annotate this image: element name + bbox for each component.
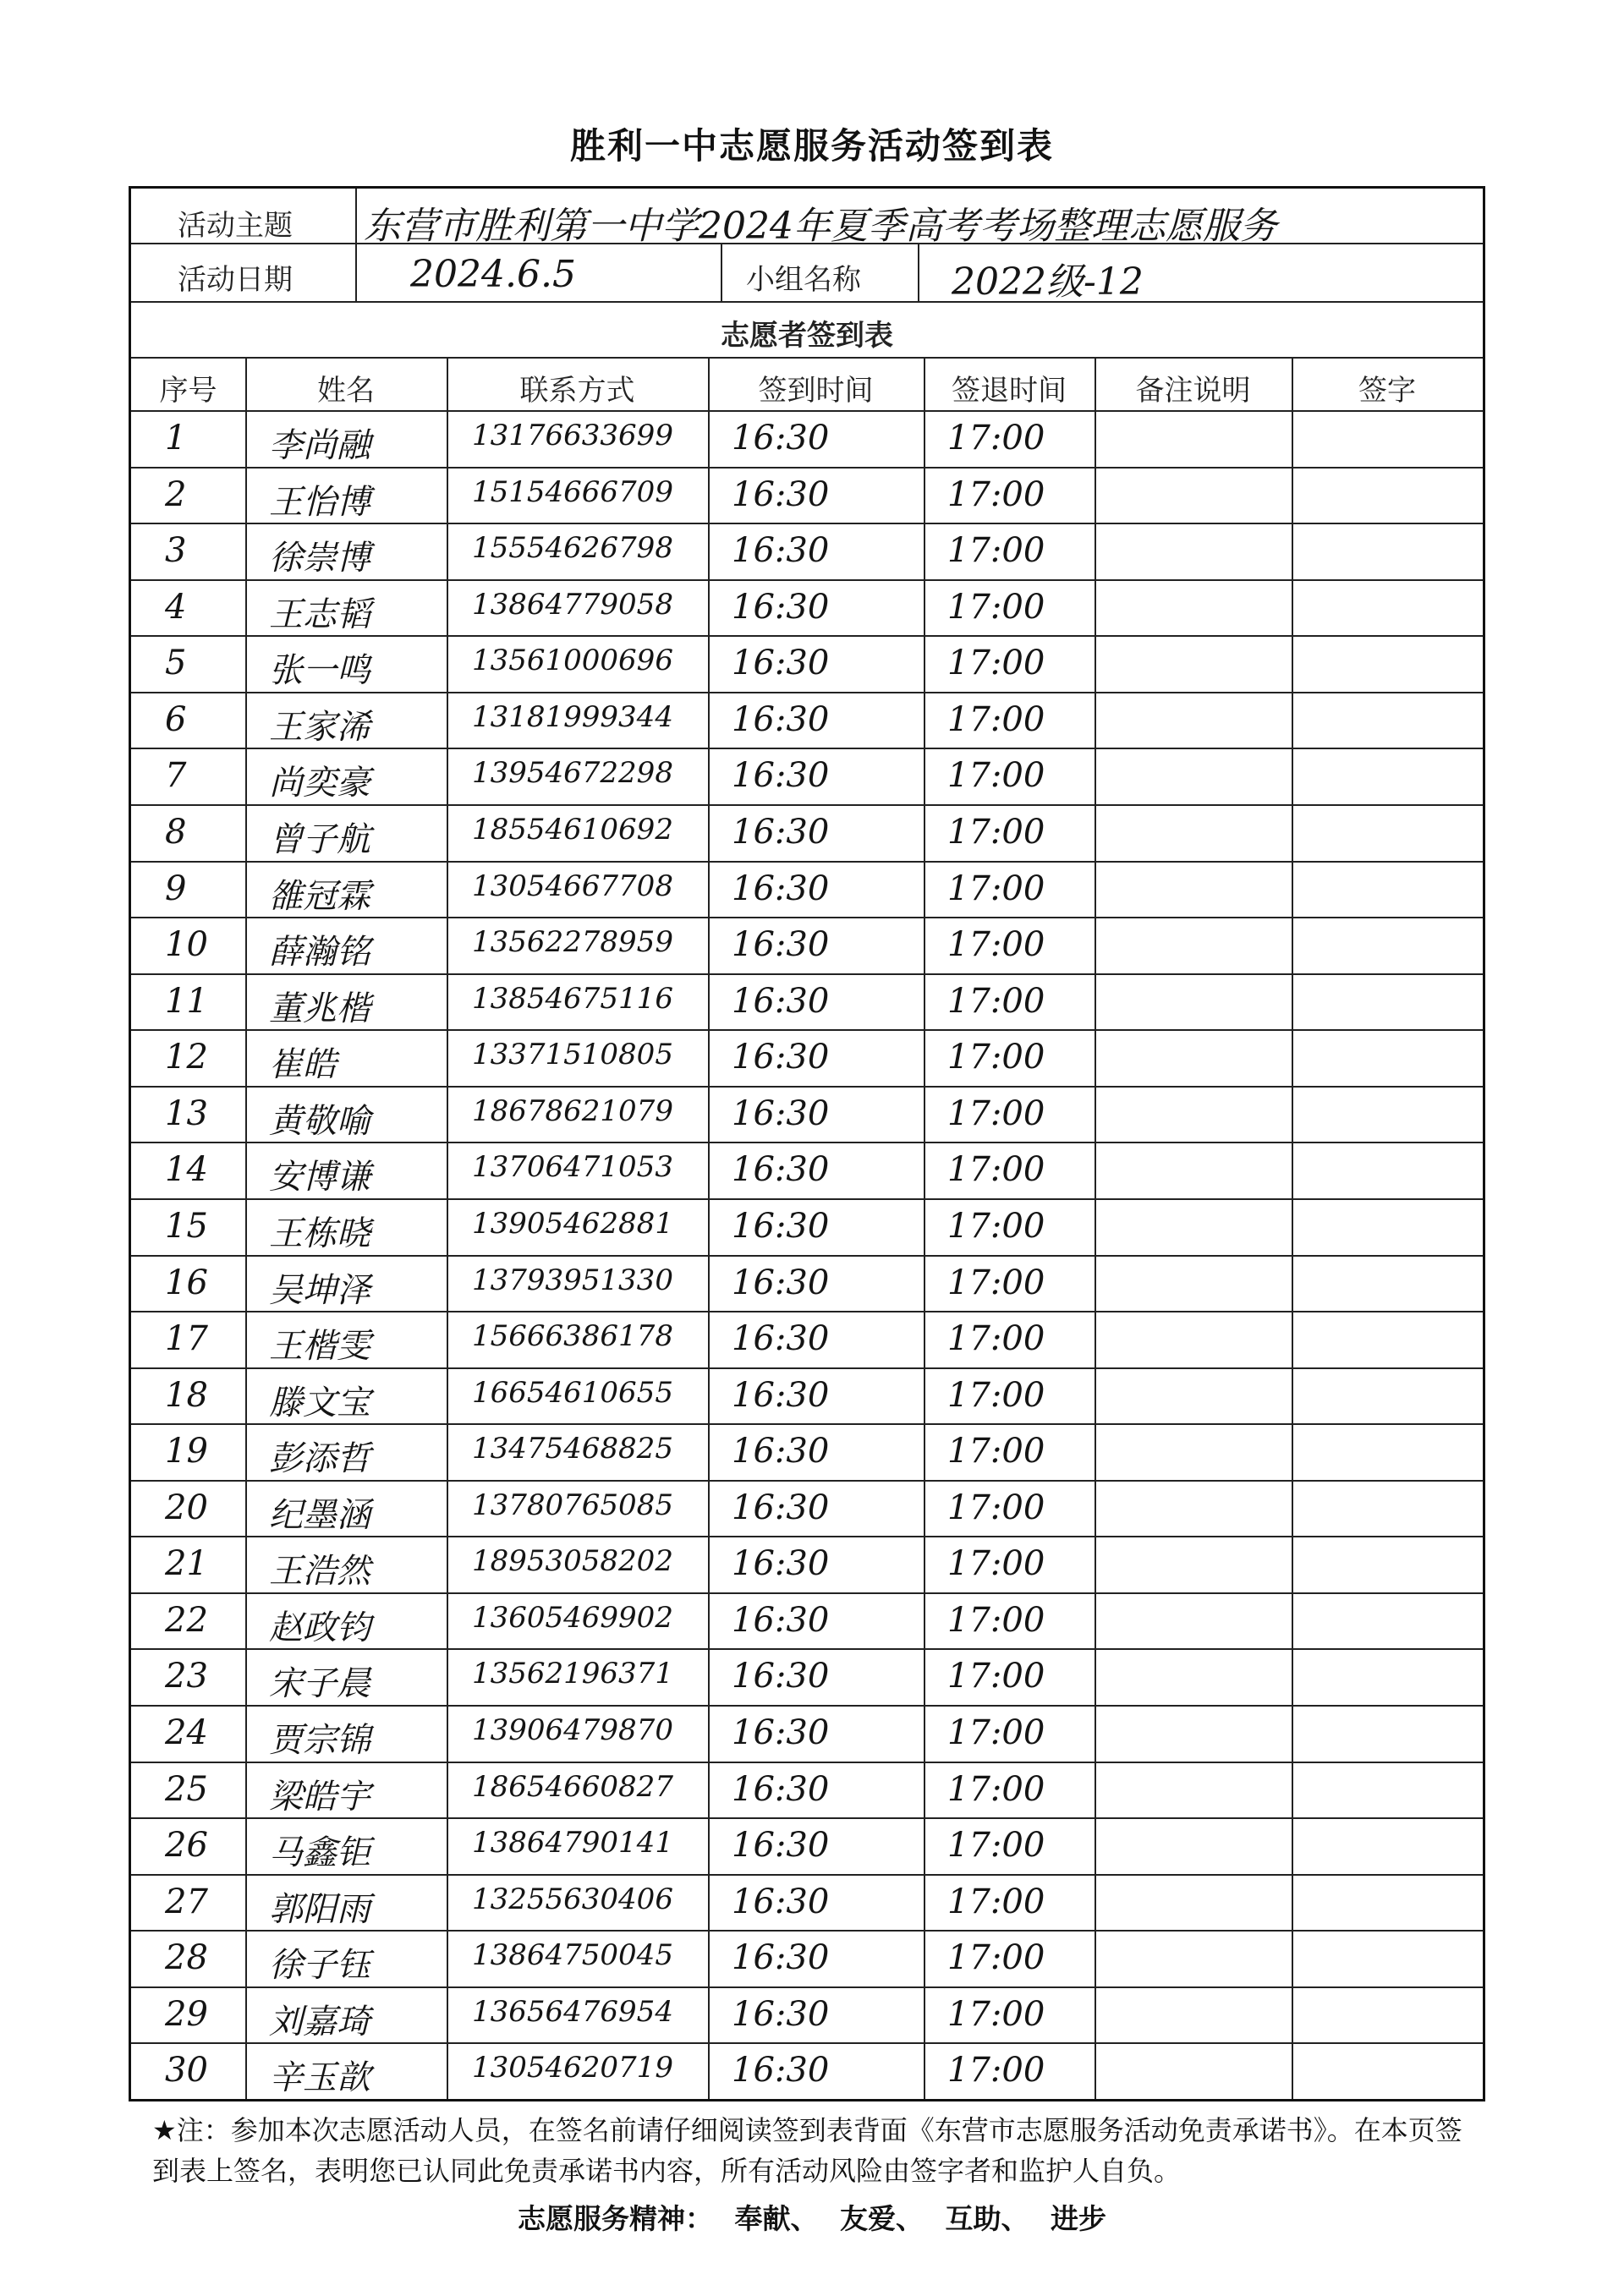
volunteer-name: 辛玉歆 — [269, 2058, 370, 2098]
contact-phone: 18654660827 — [472, 1769, 673, 1804]
check-in-time: 16:30 — [732, 1432, 830, 1471]
rule — [131, 1086, 1483, 1088]
contact-phone: 13371510805 — [472, 1038, 673, 1072]
rule — [131, 1255, 1483, 1257]
row-number: 13 — [165, 1093, 208, 1133]
rule — [131, 635, 1483, 637]
row-number: 27 — [165, 1882, 208, 1921]
check-in-time: 16:30 — [732, 756, 830, 796]
contact-phone: 13793951330 — [472, 1263, 673, 1297]
rule — [1292, 357, 1293, 2099]
rule — [131, 1198, 1483, 1200]
rule — [131, 1480, 1483, 1482]
check-in-time: 16:30 — [732, 1150, 830, 1190]
check-in-time: 16:30 — [732, 699, 830, 739]
contact-phone: 15666386178 — [472, 1319, 673, 1354]
contact-phone: 13255630406 — [472, 1882, 673, 1916]
check-in-time: 16:30 — [732, 1263, 830, 1302]
check-out-time: 17:00 — [947, 1657, 1045, 1696]
row-number: 5 — [165, 644, 187, 683]
rule — [355, 189, 357, 301]
rule — [131, 1536, 1483, 1537]
contact-phone: 16654610655 — [472, 1375, 673, 1410]
volunteer-name: 王家浠 — [269, 707, 370, 747]
check-in-time: 16:30 — [732, 531, 830, 571]
check-in-time: 16:30 — [732, 2051, 830, 2091]
volunteer-name: 王浩然 — [269, 1552, 370, 1592]
row-number: 25 — [165, 1769, 208, 1809]
check-out-time: 17:00 — [947, 531, 1045, 571]
rule — [131, 1029, 1483, 1031]
rule — [131, 748, 1483, 749]
volunteer-name: 宋子晨 — [269, 1664, 370, 1704]
date-label: 活动日期 — [178, 263, 293, 297]
row-number: 7 — [165, 756, 187, 796]
row-number: 26 — [165, 1826, 208, 1866]
column-header: 序号 — [159, 374, 217, 408]
rule — [131, 410, 1483, 412]
row-number: 18 — [165, 1375, 208, 1415]
column-header: 备注说明 — [1135, 374, 1251, 408]
contact-phone: 13605469902 — [472, 1600, 673, 1635]
check-out-time: 17:00 — [947, 1263, 1045, 1302]
row-number: 20 — [165, 1488, 208, 1527]
check-out-time: 17:00 — [947, 587, 1045, 627]
volunteer-name: 梁皓宇 — [269, 1777, 370, 1817]
volunteer-name: 薛瀚铭 — [269, 933, 370, 973]
rule — [131, 1423, 1483, 1425]
check-out-time: 17:00 — [947, 644, 1045, 683]
rule — [131, 1311, 1483, 1312]
check-in-time: 16:30 — [732, 1657, 830, 1696]
rule — [131, 1142, 1483, 1143]
row-number: 6 — [165, 699, 187, 739]
check-out-time: 17:00 — [947, 981, 1045, 1021]
volunteer-spirit — [0, 2197, 1624, 2237]
rule — [131, 861, 1483, 863]
volunteer-name: 雒冠霖 — [269, 876, 370, 916]
check-in-time: 16:30 — [732, 1093, 830, 1133]
volunteer-name: 彭添哲 — [269, 1439, 370, 1479]
check-out-time: 17:00 — [947, 474, 1045, 514]
theme-label: 活动主题 — [178, 209, 293, 243]
check-out-time: 17:00 — [947, 1713, 1045, 1753]
rule — [131, 1705, 1483, 1707]
check-in-time: 16:30 — [732, 1544, 830, 1584]
contact-phone: 18554610692 — [472, 812, 673, 847]
check-out-time: 17:00 — [947, 1150, 1045, 1190]
theme-value: 东营市胜利第一中学2024年夏季高考考场整理志愿服务 — [364, 205, 1277, 248]
volunteer-name: 李尚融 — [269, 426, 370, 465]
contact-phone: 13954672298 — [472, 756, 673, 791]
spirit-value: 进步 — [1051, 2202, 1106, 2235]
volunteer-name: 王栋晓 — [269, 1214, 370, 1253]
rule — [131, 1592, 1483, 1594]
check-in-time: 16:30 — [732, 1769, 830, 1809]
contact-phone: 13054620719 — [472, 2051, 673, 2085]
row-number: 19 — [165, 1432, 208, 1471]
spirit-value: 友爱、 — [840, 2202, 924, 2235]
check-out-time: 17:00 — [947, 1432, 1045, 1471]
rule — [131, 301, 1483, 303]
contact-phone: 13181999344 — [472, 699, 673, 734]
date-value: 2024.6.5 — [410, 253, 576, 296]
spirit-value: 互助、 — [945, 2202, 1029, 2235]
rule — [131, 243, 1483, 244]
spirit-label: 志愿服务精神： — [518, 2202, 713, 2235]
rule — [245, 357, 247, 2099]
check-out-time: 17:00 — [947, 1488, 1045, 1527]
volunteer-name: 吴坤泽 — [269, 1270, 370, 1310]
volunteer-name: 董兆楷 — [269, 989, 370, 1028]
volunteer-name: 张一鸣 — [269, 651, 370, 691]
rule — [131, 579, 1483, 581]
contact-phone: 13906479870 — [472, 1713, 673, 1748]
row-number: 15 — [165, 1206, 208, 1246]
row-number: 28 — [165, 1938, 208, 1978]
rule — [918, 243, 919, 301]
volunteer-name: 曾子航 — [269, 819, 370, 859]
disclaimer-note: ★注：参加本次志愿活动人员，在签名前请仔细阅读签到表背面《东营市志愿服务活动免责承诺书》。在本页签到表上签名，表明您已认同此免责承诺书内容，所有活动风险由签字者和监护人自负。 — [152, 2114, 1462, 2187]
column-header: 签字 — [1358, 374, 1416, 408]
rule — [131, 1874, 1483, 1876]
row-number: 29 — [165, 1994, 208, 2034]
contact-phone: 13780765085 — [472, 1488, 673, 1522]
contact-phone: 13905462881 — [472, 1206, 673, 1241]
check-in-time: 16:30 — [732, 1938, 830, 1978]
row-number: 24 — [165, 1713, 208, 1753]
check-in-time: 16:30 — [732, 1994, 830, 2034]
check-in-time: 16:30 — [732, 474, 830, 514]
check-in-time: 16:30 — [732, 1600, 830, 1640]
rule — [131, 804, 1483, 806]
sign-in-table — [129, 186, 1485, 2101]
check-out-time: 17:00 — [947, 1826, 1045, 1866]
check-out-time: 17:00 — [947, 699, 1045, 739]
check-out-time: 17:00 — [947, 1206, 1045, 1246]
check-in-time: 16:30 — [732, 419, 830, 458]
check-out-time: 17:00 — [947, 869, 1045, 908]
check-out-time: 17:00 — [947, 925, 1045, 965]
row-number: 3 — [165, 531, 187, 571]
rule — [131, 692, 1483, 693]
rule — [924, 357, 925, 2099]
contact-phone: 13656476954 — [472, 1994, 673, 2029]
check-out-time: 17:00 — [947, 1938, 1045, 1978]
row-number: 17 — [165, 1319, 208, 1359]
check-out-time: 17:00 — [947, 1093, 1045, 1133]
check-in-time: 16:30 — [732, 1488, 830, 1527]
section-title: 志愿者签到表 — [721, 319, 893, 353]
contact-phone: 13864779058 — [472, 587, 673, 622]
row-number: 1 — [165, 419, 187, 458]
rule — [131, 1930, 1483, 1932]
contact-phone: 13562278959 — [472, 925, 673, 960]
row-number: 30 — [165, 2051, 208, 2091]
column-header: 姓名 — [317, 374, 375, 408]
rule — [131, 2042, 1483, 2044]
column-header: 联系方式 — [519, 374, 635, 408]
contact-phone: 13864750045 — [472, 1938, 673, 1973]
rule — [708, 357, 710, 2099]
check-out-time: 17:00 — [947, 1038, 1045, 1077]
volunteer-name: 徐崇博 — [269, 539, 370, 578]
contact-phone: 18678621079 — [472, 1093, 673, 1128]
volunteer-name: 纪墨涵 — [269, 1495, 370, 1535]
contact-phone: 13475468825 — [472, 1432, 673, 1466]
contact-phone: 13561000696 — [472, 644, 673, 678]
rule — [131, 357, 1483, 359]
contact-phone: 13706471053 — [472, 1150, 673, 1185]
row-number: 16 — [165, 1263, 208, 1302]
row-number: 23 — [165, 1657, 208, 1696]
check-in-time: 16:30 — [732, 1882, 830, 1921]
check-out-time: 17:00 — [947, 1544, 1045, 1584]
volunteer-name: 滕文宝 — [269, 1383, 370, 1422]
volunteer-name: 王志韬 — [269, 595, 370, 634]
rule — [131, 917, 1483, 918]
row-number: 2 — [165, 474, 187, 514]
volunteer-name: 崔皓 — [269, 1045, 337, 1085]
group-label: 小组名称 — [746, 263, 861, 297]
volunteer-name: 刘嘉琦 — [269, 2002, 370, 2041]
contact-phone: 15154666709 — [472, 474, 673, 509]
check-out-time: 17:00 — [947, 1600, 1045, 1640]
rule — [131, 1367, 1483, 1369]
check-in-time: 16:30 — [732, 1038, 830, 1077]
volunteer-name: 郭阳雨 — [269, 1889, 370, 1929]
volunteer-name: 赵政钧 — [269, 1608, 370, 1647]
check-out-time: 17:00 — [947, 419, 1045, 458]
volunteer-name: 王怡博 — [269, 482, 370, 522]
rule — [1095, 357, 1096, 2099]
page-title: 胜利一中志愿服务活动签到表 — [569, 125, 1054, 167]
volunteer-name: 黄敬喻 — [269, 1101, 370, 1141]
check-in-time: 16:30 — [732, 925, 830, 965]
row-number: 22 — [165, 1600, 208, 1640]
check-in-time: 16:30 — [732, 1826, 830, 1866]
check-out-time: 17:00 — [947, 2051, 1045, 2091]
rule — [131, 973, 1483, 975]
volunteer-name: 马鑫钜 — [269, 1833, 370, 1873]
row-number: 14 — [165, 1150, 208, 1190]
check-in-time: 16:30 — [732, 644, 830, 683]
row-number: 10 — [165, 925, 208, 965]
rule — [447, 357, 448, 2099]
row-number: 12 — [165, 1038, 208, 1077]
rule — [721, 243, 722, 301]
rule — [131, 523, 1483, 524]
rule — [131, 1817, 1483, 1819]
check-in-time: 16:30 — [732, 587, 830, 627]
check-out-time: 17:00 — [947, 756, 1045, 796]
rule — [131, 1648, 1483, 1650]
spirit-value: 奉献、 — [734, 2202, 819, 2235]
contact-phone: 18953058202 — [472, 1544, 673, 1579]
volunteer-name: 安博谦 — [269, 1158, 370, 1197]
check-in-time: 16:30 — [732, 1206, 830, 1246]
row-number: 9 — [165, 869, 187, 908]
volunteer-name: 尚奕豪 — [269, 764, 370, 803]
check-in-time: 16:30 — [732, 1375, 830, 1415]
group-value: 2022级-12 — [952, 260, 1144, 304]
row-number: 4 — [165, 587, 187, 627]
rule — [131, 1762, 1483, 1763]
rule — [131, 1986, 1483, 1988]
check-out-time: 17:00 — [947, 1319, 1045, 1359]
row-number: 21 — [165, 1544, 208, 1584]
check-in-time: 16:30 — [732, 812, 830, 852]
check-in-time: 16:30 — [732, 1713, 830, 1753]
contact-phone: 13054667708 — [472, 869, 673, 903]
contact-phone: 13854675116 — [472, 981, 673, 1016]
check-in-time: 16:30 — [732, 981, 830, 1021]
check-in-time: 16:30 — [732, 1319, 830, 1359]
row-number: 11 — [165, 981, 208, 1021]
column-header: 签到时间 — [758, 374, 874, 408]
check-in-time: 16:30 — [732, 869, 830, 908]
check-out-time: 17:00 — [947, 1882, 1045, 1921]
check-out-time: 17:00 — [947, 1375, 1045, 1415]
volunteer-name: 徐子钰 — [269, 1946, 370, 1986]
check-out-time: 17:00 — [947, 1994, 1045, 2034]
contact-phone: 15554626798 — [472, 531, 673, 566]
contact-phone: 13176633699 — [472, 419, 673, 452]
volunteer-name: 贾宗锦 — [269, 1721, 370, 1761]
column-header: 签退时间 — [952, 374, 1067, 408]
row-number: 8 — [165, 812, 187, 852]
contact-phone: 13864790141 — [472, 1826, 673, 1860]
rule — [131, 467, 1483, 469]
check-out-time: 17:00 — [947, 1769, 1045, 1809]
check-out-time: 17:00 — [947, 812, 1045, 852]
contact-phone: 13562196371 — [472, 1657, 673, 1691]
volunteer-name: 王楷雯 — [269, 1327, 370, 1367]
